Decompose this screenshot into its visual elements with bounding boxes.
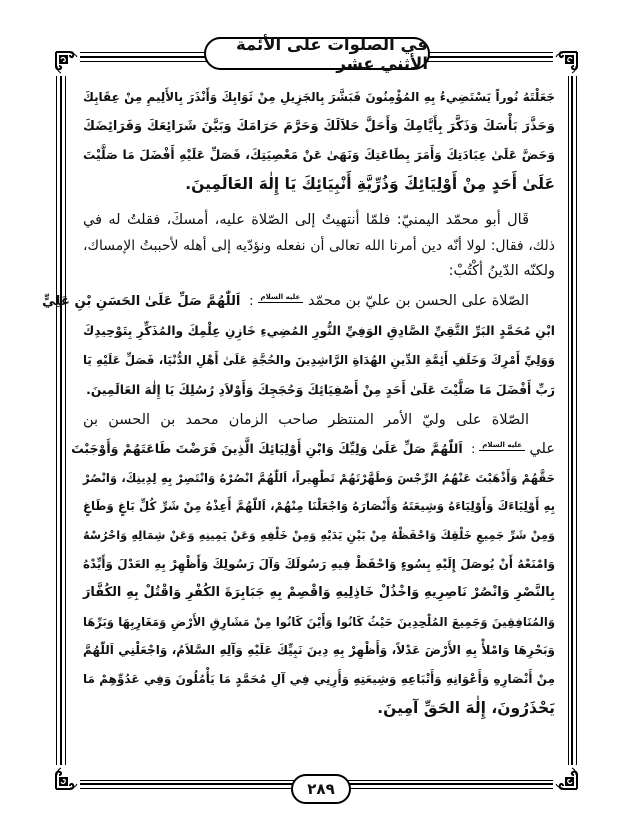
text-line: وَالمُنَافِقِينَ وَجَمِيعَ المُلْحِدِينَ حَيْثُ كَانُوا وَأَيْنَ كَانُوا مِنْ مَشَارِقِ الأَرْضِ وَمَغَارِبِهَا وَبَرِّهَا	[83, 614, 555, 629]
prayer-opening: اَللّٰهُمَّ صَلِّ عَلَىٰ وَلِيِّكَ وَابْنِ أَوْلِيَائِكَ الَّذِينَ فَرَضْتَ طَاعَتَهُمْ وَأَوْجَبْتَ	[71, 440, 463, 456]
text-line: وَمِنْ شَرِّ جَمِيعِ خَلْقِكَ وَاحْفَظْهُ مِنْ بَيْنِ يَدَيْهِ وَمِنْ خَلْفِهِ وَعَنْ يَمِينِهِ وَعَنْ شِمَالِهِ وَاحْرُسْهُ	[83, 528, 555, 543]
corner-ornament-icon	[54, 765, 80, 791]
separator: :	[471, 440, 476, 456]
section-intro-name: علي	[529, 440, 555, 457]
corner-ornament-icon	[553, 765, 579, 791]
text-line: حَقَّهُمْ وَأَذْهَبْتَ عَنْهُمُ الرِّجْسَ وَطَهَّرْتَهُمْ تَطْهِيراً، اَللّٰهُمَّ انْصُرْهُ وَانْتَصِرْ بِهِ لِدِينِكَ، وَانْصُرْ	[83, 470, 555, 485]
honorific-mark: عليه السلام	[479, 441, 525, 451]
text-line: يَحْذَرُونَ، إِلٰهَ الحَقِّ آمِينَ.	[377, 698, 555, 717]
narration-paragraph	[83, 208, 555, 285]
corner-ornament-icon	[54, 50, 80, 76]
section-intro: الصّلاة على الحسن بن عليّ بن محمّد	[307, 293, 529, 309]
text-line-content: قَال أبو محمّد اليمنيّ: فلمّا أنتهيتُ إلى الصّلاة عليه، أمسكَ، فقلتُ له في	[83, 212, 529, 228]
page-number: ٢٨٩	[307, 780, 335, 798]
text-line	[71, 435, 555, 464]
text-line	[83, 406, 555, 435]
text-line: جَعَلْتَهُ نُوراً يَسْتَضِيءُ بِهِ المُؤْمِنُونَ فَبَشَّرَ بِالجَزِيلِ مِنْ ثَوَابِكَ وَأَنْذَرَ بِالأَلِيمِ مِنْ عِقَابِكَ	[83, 90, 555, 104]
text-line: عَلَىٰ أَحَدٍ مِنْ أَوْلِيَائِكَ وَذُرِّيَّةِ أَنْبِيَائِكَ يَا إِلٰهَ العَالَمِينَ.	[185, 175, 555, 193]
text-line: ذلك، فقال: لولا أنّه دين أمرنا الله تعالى أن نفعله ونؤدّيه إلى أهله لأحببتُ الإمساك،	[83, 237, 555, 254]
text-line: وَبَحْرِهَا وَامْلأْ بِهِ الأَرْضَ عَدْلاً، وَأَظْهِرْ بِهِ دِينَ نَبِيِّكَ عَلَيْهِ وَآلِهِ السَّلاَمُ، وَاجْعَلْنِي اَللّٰهُمَّ	[83, 643, 555, 658]
text-line: وَوَلِيِّ أَمْرِكَ وَخَلَفِ أَئِمَّةِ الدِّينِ الهُدَاةِ الرَّاشِدِينَ والحُجَّةِ عَلَىٰ أَهْلِ الدُّنْيَا، فَصَلِّ عَلَيْهِ يَا	[83, 353, 555, 367]
text-line: وَحَذَّرَ بَأْسَكَ وَذَكَّرَ بِأَيَّامِكَ وَأَحَلَّ حَلاَلَكَ وَحَرَّمَ حَرَامَكَ وَبَيَّنَ شَرَائِعَكَ وَفَرَائِضَكَ	[83, 119, 555, 134]
text-line: بِهِ أَوْلِيَاءَكَ وَأَوْلِيَاءَهُ وَشِيعَتَهُ وَأَنْصَارَهُ وَاجْعَلْنَا مِنْهُمْ، اَللّٰهُمَّ أَعِذْهُ مِنْ شَرِّ كُلِّ بَاغٍ وَطَاغٍ	[83, 499, 555, 514]
text-line	[83, 208, 555, 234]
running-header	[204, 34, 430, 73]
corner-ornament-icon	[553, 50, 579, 76]
section-intro: الصّلاة على وليّ الأمر المنتظر صاحب الزمان محمد بن الحسن بن	[83, 412, 529, 428]
text-line: وَامْنَعْهُ أَنْ يُوصَلَ إِلَيْهِ بِسُوءٍ وَاحْفَظْ فِيهِ رَسُولَكَ وَآلَ رَسُولِكَ وَأَظْهِرْ بِهِ العَدْلَ وَأَيِّدْهُ	[83, 556, 555, 571]
text-line: بِالنَّصْرِ وَانْصُرْ نَاصِرِيهِ وَاخْذُلْ خَاذِلِيهِ وَاقْصِمْ بِهِ جَبَابِرَةَ الكُفْرِ وَاقْتُلْ بِهِ الكُفَّارَ	[83, 584, 555, 600]
text-line: مِنْ أَنْصَارِهِ وَأَعْوَانِهِ وَأَتْبَاعِهِ وَشِيعَتِهِ وَأَرِنِي فِي آلِ مُحَمَّدٍ مَا يَأْمُلُونَ وَفِي عَدُوِّهِمْ مَا	[83, 672, 555, 687]
page-number-badge	[291, 774, 351, 804]
prayer-paragraph-hasan	[42, 287, 555, 405]
prayer-opening: اَللّٰهُمَّ صَلِّ عَلَىٰ الحَسَنِ بْنِ عَلِيٍّ	[42, 294, 241, 309]
prayer-paragraph-mahdi	[71, 406, 555, 723]
text-line: ابْنِ مُحَمَّدٍ البَرِّ التَّقِيِّ الصَّادِقِ الوَفِيِّ النُّورِ المُضِيءِ خَازِنِ عِلْمِكَ والمُذَكِّرِ بِتَوْحِيدِكَ	[83, 323, 555, 338]
header-title: في الصلوات على الأئمة الأثني عشر	[235, 34, 428, 73]
separator: :	[249, 294, 254, 309]
text-line	[42, 287, 555, 317]
honorific-mark: عليه السلام	[258, 293, 304, 303]
text-line: رَبِّ أَفْضَلَ مَا صَلَّيْتَ عَلَىٰ أَحَدٍ مِنْ أَصْفِيَائِكَ وَحُجَجِكَ وَأَوْلاَدِ رُسُلِكَ يَا إِلٰهَ العَالَمِينَ.	[86, 382, 555, 397]
prayer-paragraph-1	[83, 83, 555, 199]
text-line: ولكنّه الدّينُ أكْتُبْ:	[448, 263, 555, 279]
text-line: وَحَضَّ عَلَىٰ عِبَادَتِكَ وَأَمَرَ بِطَاعَتِكَ وَنَهَىٰ عَنْ مَعْصِيَتِكَ، فَصَلِّ عَلَيْهِ أَفْضَلَ مَا صَلَّيْتَ	[83, 148, 555, 162]
